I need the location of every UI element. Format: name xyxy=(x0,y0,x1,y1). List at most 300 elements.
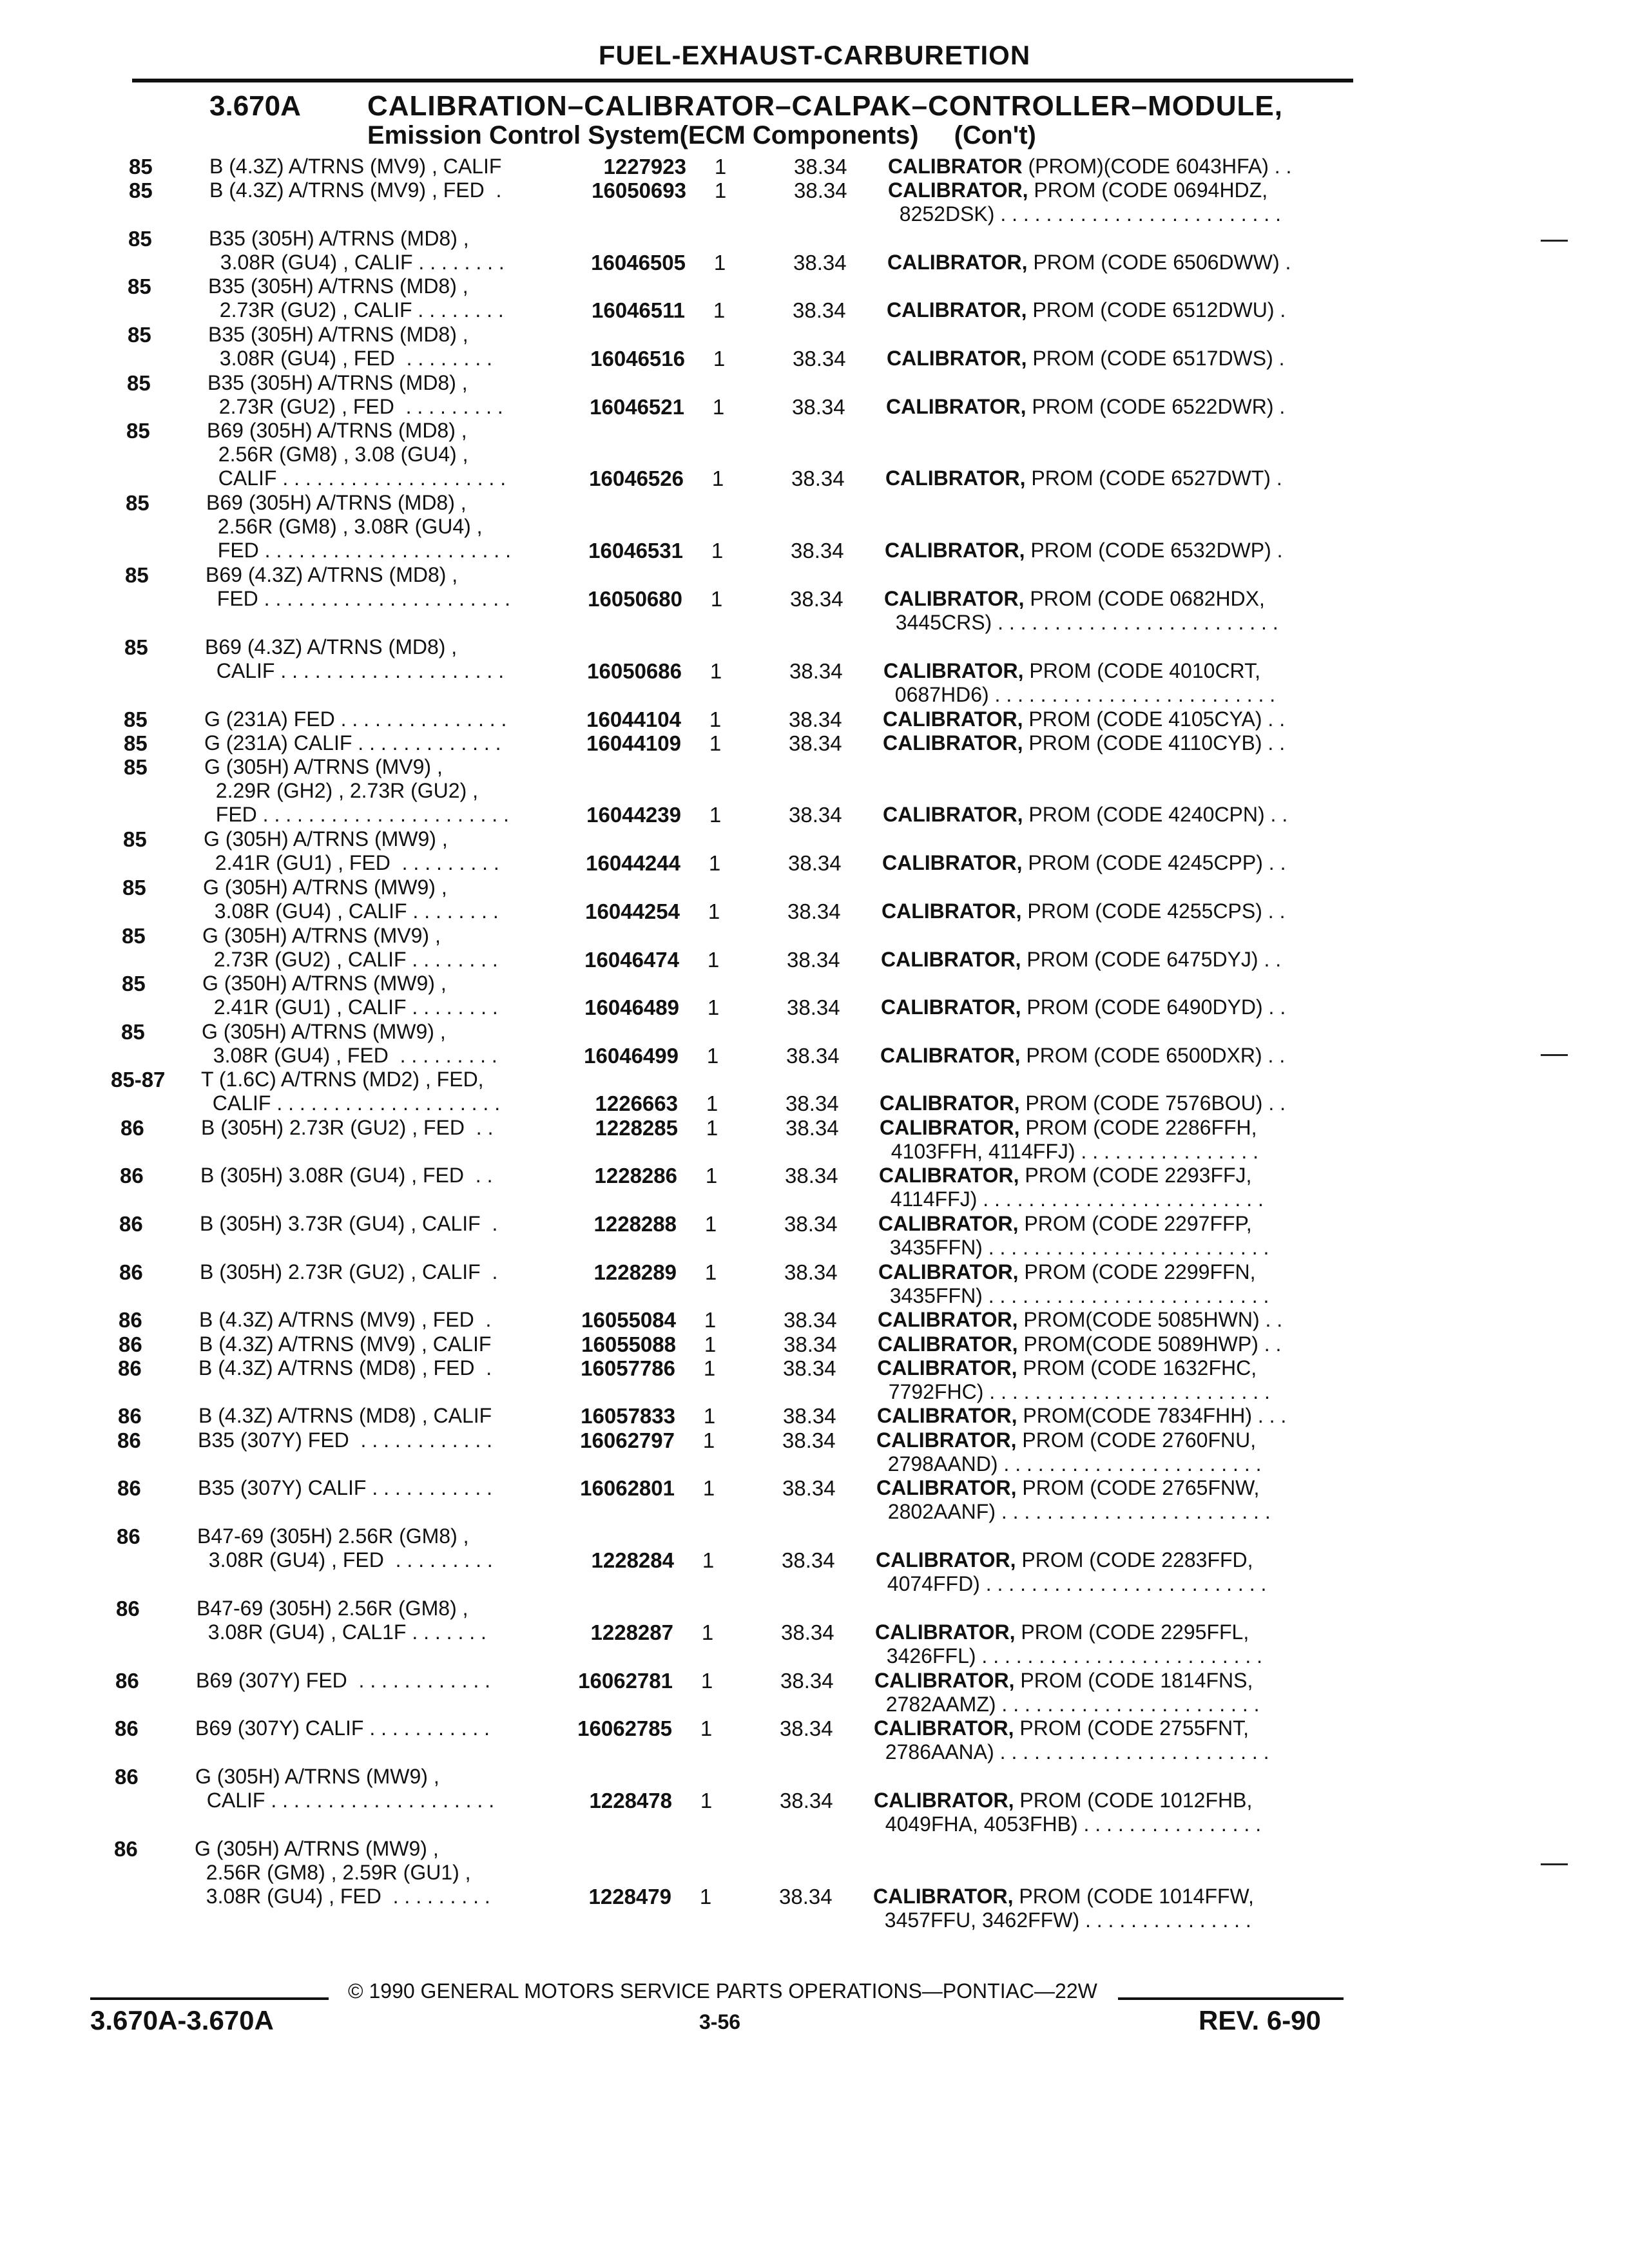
part-name-detail: PROM (CODE 4105CYA) . . xyxy=(1028,707,1286,731)
description-line: B35 (305H) A/TRNS (MD8) , xyxy=(208,274,468,298)
part-name-line xyxy=(884,587,1278,611)
application-description xyxy=(206,563,510,611)
application-description xyxy=(195,1837,490,1908)
part-name-label: CALIBRATOR, xyxy=(887,250,1028,274)
part-number: 16050693 xyxy=(592,178,686,203)
part-name-label: CALIBRATOR, xyxy=(888,178,1028,202)
part-name xyxy=(883,803,1287,827)
part-name-detail: PROM (CODE 2295FFL, xyxy=(1021,1620,1249,1644)
part-name-detail: PROM (CODE 1012FHB, xyxy=(1019,1788,1253,1812)
quantity: 1 xyxy=(709,658,722,683)
description-line: B69 (307Y) FED . . . . . . . . . . . . xyxy=(196,1668,491,1692)
model-year: 86 xyxy=(120,1115,144,1140)
model-year: 86 xyxy=(115,1764,139,1789)
part-name-line xyxy=(888,178,1281,202)
quantity: 1 xyxy=(714,178,727,203)
section-number: 3.670A xyxy=(209,90,301,122)
description-line: G (305H) A/TRNS (MW9) , xyxy=(203,875,447,899)
application-description xyxy=(196,1669,490,1693)
part-name-detail: PROM (CODE 6522DWR) . xyxy=(1032,394,1286,418)
part-number: 16044254 xyxy=(585,899,680,923)
illustration-page: 38.34 xyxy=(786,1091,839,1116)
part-name-line xyxy=(880,1116,1258,1140)
part-name-line xyxy=(873,1885,1254,1908)
model-year: 85 xyxy=(126,419,150,443)
application-description xyxy=(206,491,511,562)
part-name-line: 2798AAND) . . . . . . . . . . . . . . . . . . . . . . . xyxy=(876,1452,1262,1475)
part-name-line xyxy=(877,1356,1270,1380)
application-description xyxy=(203,876,499,923)
part-name-label: CALIBRATOR, xyxy=(874,1668,1015,1692)
quantity: 1 xyxy=(706,1091,718,1116)
model-year: 85-87 xyxy=(111,1068,166,1092)
part-name-label: CALIBRATOR, xyxy=(883,731,1023,755)
illustration-page: 38.34 xyxy=(791,539,844,563)
model-year: 85 xyxy=(124,707,148,731)
part-name-line xyxy=(880,1044,1285,1068)
part-name-detail: PROM (CODE 6500DXR) . . xyxy=(1026,1043,1286,1067)
part-name xyxy=(882,851,1286,875)
part-name-line xyxy=(882,851,1286,875)
application-description xyxy=(202,924,498,972)
part-name-detail: PROM (CODE 6506DWW) . xyxy=(1033,250,1291,274)
illustration-page: 38.34 xyxy=(791,466,845,491)
part-name-label: CALIBRATOR, xyxy=(882,851,1023,875)
description-line: B47-69 (305H) 2.56R (GM8) , xyxy=(197,1524,469,1548)
part-name-detail: PROM (CODE 2286FFH, xyxy=(1025,1115,1257,1139)
illustration-page: 38.34 xyxy=(783,1404,836,1428)
application-description xyxy=(207,371,503,419)
application-description xyxy=(209,227,505,274)
part-name-line xyxy=(874,1716,1269,1740)
illustration-page: 38.34 xyxy=(790,587,843,611)
part-name-detail: PROM (CODE 1632FHC, xyxy=(1023,1356,1257,1379)
part-name-line xyxy=(883,803,1287,827)
part-name xyxy=(887,298,1286,322)
part-name-line: 2802AANF) . . . . . . . . . . . . . . . . . . . . . . . . xyxy=(876,1500,1271,1524)
part-name-line xyxy=(876,1428,1262,1452)
illustration-page: 38.34 xyxy=(793,250,847,274)
part-name-label: CALIBRATOR, xyxy=(876,1476,1017,1500)
model-year: 85 xyxy=(128,274,151,299)
quantity: 1 xyxy=(709,803,722,827)
description-line: CALIF . . . . . . . . . . . . . . . . . . . . xyxy=(205,658,505,682)
quantity: 1 xyxy=(711,466,724,491)
quantity: 1 xyxy=(702,1476,715,1501)
application-description xyxy=(198,1404,492,1428)
part-number: 16057786 xyxy=(581,1356,675,1380)
part-name-line xyxy=(876,1548,1266,1572)
model-year: 85 xyxy=(123,827,147,852)
part-name xyxy=(877,1404,1286,1428)
subtitle-text: Emission Control System(ECM Components) xyxy=(367,121,919,149)
illustration-page: 38.34 xyxy=(786,1043,840,1068)
part-number: 1228288 xyxy=(593,1212,677,1236)
part-name-detail: PROM (CODE 7576BOU) . . xyxy=(1025,1091,1286,1115)
footer-rule-left xyxy=(90,1997,329,2000)
part-name-line: 8252DSK) . . . . . . . . . . . . . . . . . . . . . . . . . xyxy=(888,202,1281,226)
application-description xyxy=(204,707,506,731)
part-number: 16046526 xyxy=(589,466,684,491)
part-number: 16046511 xyxy=(591,298,685,323)
part-number: 16044109 xyxy=(586,731,681,756)
description-line: B69 (4.3Z) A/TRNS (MD8) , xyxy=(206,563,458,587)
quantity: 1 xyxy=(705,1164,718,1188)
illustration-page: 38.34 xyxy=(789,658,843,683)
part-name xyxy=(876,1428,1262,1476)
application-description xyxy=(209,178,501,202)
part-number: 16050686 xyxy=(587,658,682,683)
part-name-detail: PROM(CODE 7834FHH) . . . xyxy=(1023,1404,1287,1428)
application-description xyxy=(202,1020,497,1068)
part-number: 16046516 xyxy=(590,347,685,371)
part-name-label: CALIBRATOR, xyxy=(882,899,1022,923)
part-name xyxy=(887,251,1291,274)
part-number: 16050680 xyxy=(588,587,682,611)
description-line: 3.08R (GU4) , CALIF . . . . . . . . xyxy=(203,899,499,923)
part-name-detail: PROM (CODE 4240CPN) . . xyxy=(1028,803,1288,827)
description-line: B69 (4.3Z) A/TRNS (MD8) , xyxy=(205,635,458,658)
application-description xyxy=(199,1332,491,1356)
illustration-page: 38.34 xyxy=(785,1164,838,1188)
part-name xyxy=(884,587,1278,635)
part-number: 16062797 xyxy=(580,1428,675,1452)
quantity: 1 xyxy=(711,539,724,563)
description-line: 3.08R (GU4) , CALIF . . . . . . . . xyxy=(209,250,505,274)
part-name-label: CALIBRATOR, xyxy=(883,658,1024,682)
quantity: 1 xyxy=(709,707,722,731)
quantity: 1 xyxy=(700,1716,713,1741)
description-line: G (305H) A/TRNS (MV9) , xyxy=(202,923,441,947)
part-name-label: CALIBRATOR, xyxy=(877,1404,1017,1428)
part-name xyxy=(883,659,1275,707)
part-name-line: 4114FFJ) . . . . . . . . . . . . . . . . . . . . . . . . . xyxy=(879,1187,1264,1211)
description-line: G (305H) A/TRNS (MW9) , xyxy=(195,1836,439,1860)
model-year: 86 xyxy=(118,1356,142,1380)
description-line: B (4.3Z) A/TRNS (MD8) , CALIF xyxy=(198,1404,492,1428)
part-name-detail: PROM (CODE 1014FFW, xyxy=(1019,1884,1254,1908)
quantity: 1 xyxy=(713,298,726,323)
part-name xyxy=(878,1212,1269,1260)
part-name-detail: PROM (CODE 4110CYB) . . xyxy=(1028,731,1286,755)
part-name xyxy=(877,1356,1270,1404)
quantity: 1 xyxy=(706,1115,718,1140)
quantity: 1 xyxy=(703,1356,716,1380)
part-name-detail: PROM(CODE 5085HWN) . . xyxy=(1023,1308,1283,1332)
part-number: 1226663 xyxy=(595,1091,678,1116)
model-year: 86 xyxy=(119,1260,143,1284)
model-year: 86 xyxy=(117,1524,140,1548)
application-description xyxy=(195,1765,494,1812)
part-name-line xyxy=(877,1404,1286,1428)
description-line: CALIF . . . . . . . . . . . . . . . . . . . . xyxy=(195,1788,495,1812)
part-name-detail: PROM (CODE 6490DYD) . . xyxy=(1027,995,1286,1019)
part-name-line: 4074FFD) . . . . . . . . . . . . . . . . . . . . . . . . . xyxy=(876,1571,1267,1595)
model-year: 86 xyxy=(116,1596,140,1620)
quantity: 1 xyxy=(708,851,721,876)
part-name-detail: PROM (CODE 0694HDZ, xyxy=(1034,178,1268,202)
illustration-page: 38.34 xyxy=(792,394,845,419)
part-name-label: CALIBRATOR xyxy=(888,155,1023,178)
application-description xyxy=(200,1260,497,1284)
part-name xyxy=(878,1260,1269,1308)
description-line: G (231A) CALIF . . . . . . . . . . . . . xyxy=(204,731,501,755)
description-line: B (305H) 3.73R (GU4) , CALIF . xyxy=(200,1212,498,1236)
quantity: 1 xyxy=(704,1212,717,1236)
application-description xyxy=(204,731,501,755)
model-year: 85 xyxy=(128,226,152,251)
model-year: 85 xyxy=(122,875,146,899)
part-number: 16062781 xyxy=(578,1668,673,1693)
illustration-page: 38.34 xyxy=(784,1212,838,1236)
part-name xyxy=(874,1716,1269,1764)
description-line: G (305H) A/TRNS (MV9) , xyxy=(204,755,443,779)
part-name xyxy=(873,1885,1254,1932)
illustration-page: 38.34 xyxy=(789,803,842,827)
quantity: 1 xyxy=(707,947,720,972)
quantity: 1 xyxy=(713,250,726,274)
part-name-line xyxy=(875,1620,1262,1644)
model-year: 86 xyxy=(117,1476,141,1501)
part-name-label: CALIBRATOR, xyxy=(883,803,1023,827)
part-name xyxy=(885,539,1283,562)
part-name-detail: PROM (CODE 6532DWP) . xyxy=(1030,539,1283,562)
illustration-page: 38.34 xyxy=(793,347,846,371)
part-name-line xyxy=(881,948,1281,972)
application-description xyxy=(209,155,501,178)
part-name-line xyxy=(874,1789,1261,1812)
application-description xyxy=(195,1716,490,1740)
description-line: G (231A) FED . . . . . . . . . . . . . . . xyxy=(204,707,507,731)
part-name-line: 7792FHC) . . . . . . . . . . . . . . . . . . . . . . . . . xyxy=(877,1379,1270,1403)
description-line: CALIF . . . . . . . . . . . . . . . . . . . . xyxy=(207,466,506,490)
part-name-label: CALIBRATOR, xyxy=(878,1260,1019,1283)
illustration-page: 38.34 xyxy=(794,155,847,178)
part-name xyxy=(886,395,1285,419)
description-line: B (305H) 2.73R (GU2) , CALIF . xyxy=(200,1260,498,1283)
quantity: 1 xyxy=(699,1884,712,1908)
description-line: 3.08R (GU4) , FED . . . . . . . . xyxy=(208,347,492,370)
part-name-detail: PROM (CODE 4010CRT, xyxy=(1029,658,1260,682)
part-name-line: 3457FFU, 3462FFW) . . . . . . . . . . . . . . . xyxy=(873,1908,1251,1932)
description-line: B47-69 (305H) 2.56R (GM8) , xyxy=(197,1596,468,1620)
part-name xyxy=(883,731,1285,755)
part-name-label: CALIBRATOR, xyxy=(884,587,1025,611)
part-number: 16044244 xyxy=(586,851,680,876)
description-line: B (4.3Z) A/TRNS (MV9) , CALIF xyxy=(209,155,502,178)
part-number: 16057833 xyxy=(581,1404,675,1428)
illustration-page: 38.34 xyxy=(781,1620,834,1644)
part-name xyxy=(885,466,1282,490)
model-year: 86 xyxy=(119,1332,142,1356)
part-number: 16044239 xyxy=(586,803,681,827)
description-line: 2.29R (GH2) , 2.73R (GU2) , xyxy=(204,779,479,803)
part-name-line: 3435FFN) . . . . . . . . . . . . . . . . . . . . . . . . . xyxy=(878,1283,1269,1307)
description-line: B (4.3Z) A/TRNS (MD8) , FED . xyxy=(198,1356,492,1379)
part-name-detail: PROM (CODE 2760FNU, xyxy=(1022,1428,1257,1452)
part-number: 16046531 xyxy=(588,539,683,563)
application-description xyxy=(200,1164,492,1187)
illustration-page: 38.34 xyxy=(787,995,840,1020)
description-line: 2.56R (GM8) , 3.08 (GU4) , xyxy=(207,443,468,466)
part-name xyxy=(878,1308,1282,1332)
model-year: 85 xyxy=(122,972,146,996)
description-line: G (305H) A/TRNS (MW9) , xyxy=(195,1764,439,1788)
description-line: B (305H) 3.08R (GU4) , FED . . xyxy=(200,1164,493,1187)
part-name-line xyxy=(883,731,1285,755)
part-number: 1228285 xyxy=(595,1115,678,1140)
illustration-page: 38.34 xyxy=(780,1788,833,1812)
part-name-line xyxy=(887,251,1291,274)
model-year: 85 xyxy=(121,1019,145,1044)
margin-mark xyxy=(1541,1863,1568,1865)
illustration-page: 38.34 xyxy=(780,1716,833,1741)
application-description xyxy=(200,1212,497,1236)
part-name-line xyxy=(886,395,1285,419)
part-name-line xyxy=(881,995,1286,1019)
part-name-label: CALIBRATOR, xyxy=(876,1548,1016,1571)
description-line: B (305H) 2.73R (GU2) , FED . . xyxy=(201,1115,494,1139)
model-year: 86 xyxy=(118,1404,142,1428)
part-name xyxy=(880,1044,1285,1068)
footer-page-number: 3-56 xyxy=(699,2010,741,2033)
part-name-line: 0687HD6) . . . . . . . . . . . . . . . . . . . . . . . . . xyxy=(883,682,1276,706)
description-line: 2.73R (GU2) , CALIF . . . . . . . . xyxy=(202,947,498,971)
application-description xyxy=(197,1597,487,1644)
part-name-line: 2786AANA) . . . . . . . . . . . . . . . . . . . . . . . . xyxy=(874,1740,1269,1764)
model-year: 86 xyxy=(117,1428,141,1452)
part-name-label: CALIBRATOR, xyxy=(879,1164,1019,1187)
model-year: 85 xyxy=(122,923,146,948)
part-name xyxy=(888,155,1291,178)
section-subtitle xyxy=(367,121,1036,150)
part-name-label: CALIBRATOR, xyxy=(878,1212,1019,1236)
application-description xyxy=(205,635,504,683)
illustration-page: 38.34 xyxy=(789,707,842,731)
part-name-detail: PROM (CODE 4245CPP) . . xyxy=(1028,851,1286,875)
description-line: B69 (305H) A/TRNS (MD8) , xyxy=(206,491,467,515)
description-line: B69 (307Y) CALIF . . . . . . . . . . . xyxy=(195,1716,490,1740)
application-description xyxy=(197,1524,493,1572)
part-name-line xyxy=(882,899,1285,923)
part-name-detail: PROM (CODE 2297FFP, xyxy=(1024,1212,1252,1236)
part-name-label: CALIBRATOR, xyxy=(878,1332,1018,1356)
part-name xyxy=(878,1332,1281,1356)
quantity: 1 xyxy=(710,587,723,611)
part-name-label: CALIBRATOR, xyxy=(873,1884,1014,1908)
quantity: 1 xyxy=(712,394,725,419)
model-year: 85 xyxy=(125,563,149,588)
part-name-line: 2782AAMZ) . . . . . . . . . . . . . . . . . . . . . . . xyxy=(874,1692,1260,1716)
part-name xyxy=(883,707,1285,731)
part-name-line xyxy=(878,1332,1281,1356)
quantity: 1 xyxy=(708,899,720,923)
part-name-label: CALIBRATOR, xyxy=(887,347,1027,370)
part-name-label: CALIBRATOR, xyxy=(885,466,1026,490)
part-name-label: CALIBRATOR, xyxy=(885,539,1025,562)
part-number: 1228287 xyxy=(590,1620,673,1644)
illustration-page: 38.34 xyxy=(780,1668,834,1693)
application-description xyxy=(198,1356,492,1380)
quantity: 1 xyxy=(714,155,727,178)
part-name xyxy=(880,1091,1286,1115)
part-name-label: CALIBRATOR, xyxy=(874,1716,1014,1740)
description-line: B35 (305H) A/TRNS (MD8) , xyxy=(207,370,468,394)
part-name-line xyxy=(878,1212,1269,1236)
description-line: 3.08R (GU4) , FED . . . . . . . . . xyxy=(202,1043,497,1067)
model-year: 85 xyxy=(124,755,148,780)
model-year: 86 xyxy=(115,1716,139,1741)
description-line: 2.56R (GM8) , 3.08R (GU4) , xyxy=(206,515,483,539)
part-name xyxy=(882,899,1285,923)
part-name-line xyxy=(885,466,1282,490)
illustration-page: 38.34 xyxy=(794,178,847,203)
part-name-label: CALIBRATOR, xyxy=(880,1043,1021,1067)
illustration-page: 38.34 xyxy=(784,1332,837,1356)
description-line: G (305H) A/TRNS (MW9) , xyxy=(202,1019,446,1043)
model-year: 86 xyxy=(120,1164,144,1188)
part-name-label: CALIBRATOR, xyxy=(881,995,1021,1019)
footer-rule-right xyxy=(1118,1997,1344,2000)
description-line: B (4.3Z) A/TRNS (MV9) , CALIF xyxy=(199,1332,492,1356)
part-name-label: CALIBRATOR, xyxy=(874,1788,1014,1812)
quantity: 1 xyxy=(702,1428,715,1452)
part-name-label: CALIBRATOR, xyxy=(877,1356,1017,1379)
application-description xyxy=(198,1476,492,1500)
part-name-line: 3435FFN) . . . . . . . . . . . . . . . . . . . . . . . . . xyxy=(878,1236,1269,1260)
margin-mark xyxy=(1541,1054,1568,1056)
part-number: 1228286 xyxy=(594,1164,677,1188)
part-name xyxy=(880,1116,1258,1164)
part-name-line xyxy=(878,1260,1269,1284)
quantity: 1 xyxy=(713,347,726,371)
part-name-line xyxy=(888,155,1291,178)
part-name-line xyxy=(887,298,1286,322)
continued-label: (Con't) xyxy=(954,121,1036,149)
part-name-detail: PROM (CODE 2299FFN, xyxy=(1024,1260,1256,1283)
description-line: B35 (307Y) FED . . . . . . . . . . . . xyxy=(198,1428,493,1452)
part-number: 16062785 xyxy=(577,1716,672,1741)
part-name-detail: PROM (CODE 4255CPS) . . xyxy=(1027,899,1286,923)
part-number: 1228478 xyxy=(589,1788,672,1812)
part-name-label: CALIBRATOR, xyxy=(880,1091,1020,1115)
part-name-label: CALIBRATOR, xyxy=(881,947,1021,971)
part-name-detail: PROM (CODE 2283FFD, xyxy=(1021,1548,1253,1571)
model-year: 85 xyxy=(129,178,153,203)
model-year: 86 xyxy=(115,1668,139,1693)
description-line: 2.73R (GU2) , CALIF . . . . . . . . xyxy=(208,298,504,322)
quantity: 1 xyxy=(706,1043,719,1068)
part-number: 1228479 xyxy=(588,1884,671,1908)
illustration-page: 38.34 xyxy=(789,731,842,756)
model-year: 85 xyxy=(129,155,153,178)
illustration-page: 38.34 xyxy=(779,1884,833,1908)
application-description xyxy=(201,1116,493,1140)
description-line: FED . . . . . . . . . . . . . . . . . . . . . . xyxy=(206,587,510,611)
part-name-detail: (PROM)(CODE 6043HFA) . . xyxy=(1028,155,1292,178)
part-name-line xyxy=(874,1669,1259,1693)
description-line: 2.41R (GU1) , FED . . . . . . . . . xyxy=(204,851,499,875)
quantity: 1 xyxy=(704,1308,717,1332)
header-rule xyxy=(132,79,1353,82)
illustration-page: 38.34 xyxy=(784,1308,837,1332)
quantity: 1 xyxy=(700,1668,713,1693)
part-number: 16046521 xyxy=(590,394,684,419)
part-number: 16046474 xyxy=(584,947,679,972)
quantity: 1 xyxy=(701,1620,714,1644)
part-name xyxy=(874,1789,1261,1836)
part-name-label: CALIBRATOR, xyxy=(880,1115,1020,1139)
